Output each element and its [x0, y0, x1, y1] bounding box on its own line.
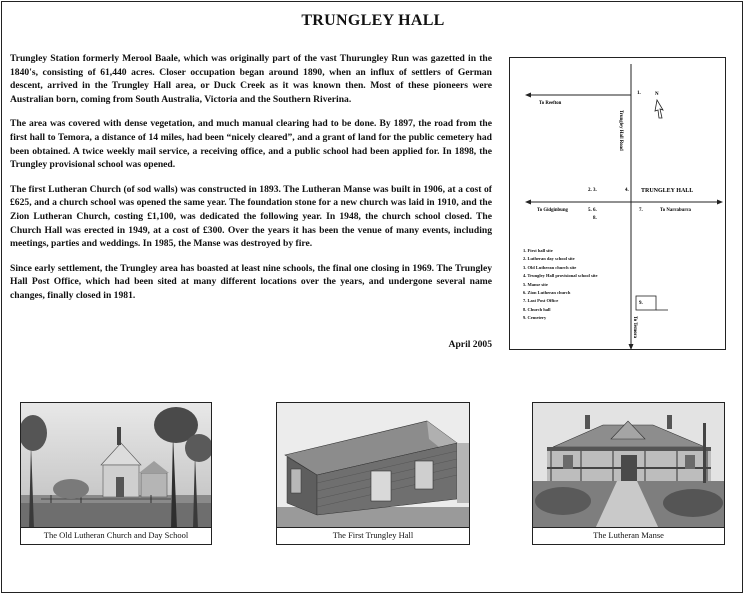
marker-1: 1.	[637, 91, 641, 96]
arrow-down-icon	[629, 344, 634, 350]
history-text	[10, 52, 492, 314]
label-trungley-hall: TRUNGLEY HALL	[641, 188, 694, 194]
marker-8: 8.	[593, 216, 597, 221]
photo-church-school	[20, 402, 212, 545]
first-hall-image	[277, 403, 469, 529]
paragraph: The area was covered with dense vegetation, and much manual clearing had to be done. By 1897, the road from the first hall to Temora, a distance of 14 miles, had been “nicely cleared”, and a grant of land for the public cemetery had been obtained. A twice weekly mail service, a receiving office, and a public school had been applied for. In 1898, the Trungley provisional school was opened.	[10, 118, 492, 171]
label-to-reefton: To Reefton	[539, 101, 562, 106]
legend-item: 5. Manse site	[523, 281, 548, 287]
label-to-temora: To Temora	[632, 316, 637, 339]
photo-manse	[532, 402, 725, 545]
legend-item: 8. Church hall	[523, 306, 551, 312]
label-north: N	[655, 92, 659, 97]
marker-4: 4.	[625, 188, 629, 193]
legend-item: 7. Last Post Office	[523, 298, 559, 304]
paragraph: The first Lutheran Church (of sod walls) was constructed in 1893. The Lutheran Manse was built in 1906, at a cost of £625, and a church school was opened the same year. The foundation stone for a new church was laid in 1910, and the Zion Lutheran Church, costing £1,100, was dedicated the following year. In 1948, the church school closed. The Church Hall was erected in 1949, at a cost of £300. Over the years it has been the venue of many events, including meetings, parties and weddings. In 1985, the Manse was destroyed by fire.	[10, 183, 492, 250]
north-arrow-icon	[655, 100, 663, 118]
arrow-left-icon	[525, 200, 531, 205]
legend-item: 3. Old Lutheran church site	[523, 264, 577, 270]
legend-item: 9. Cemetery	[523, 315, 547, 321]
legend-item: 4. Trungley Hall provisional school site	[523, 273, 598, 279]
legend-item: 6. Zion Lutheran church	[523, 290, 571, 296]
map-legend	[523, 247, 598, 323]
legend-item: 1. First hall site	[523, 248, 553, 253]
manse-image	[533, 403, 724, 529]
date-line: April 2005	[448, 339, 492, 350]
arrow-left-icon	[525, 93, 531, 98]
paragraph: Since early settlement, the Trungley area has boasted at least nine schools, the final one closing in 1969. The Trungley Hall Post Office, which had been sited at many different locations over the years, and undergone several name changes, finally closed in 1981.	[10, 262, 492, 301]
label-to-narraburra: To Narraburra	[660, 208, 691, 213]
label-to-gidginbung: To Gidginbung	[537, 208, 568, 213]
legend-item: 2. Lutheran day school site	[523, 256, 575, 262]
area-map	[509, 57, 726, 350]
marker-9: 9.	[639, 301, 643, 306]
church-school-image	[21, 403, 211, 529]
arrow-right-icon	[717, 200, 723, 205]
marker-7: 7.	[639, 208, 643, 213]
photo-caption: The Old Lutheran Church and Day School	[21, 527, 211, 544]
page-title: TRUNGLEY HALL	[301, 12, 445, 29]
photo-caption: The Lutheran Manse	[533, 527, 724, 544]
paragraph: Trungley Station formerly Merool Baale, which was originally part of the vast Thurungley Run was gazetted in the 1840's, consisting of 61,440 acres. Closer occupation began around 1890, when an influx of settlers of German descent, arrived in the Trungley Hall area, or Duck Creek as it was known then. Most of these pioneers were Australian born, coming from South Australia, Victoria and the Southern Riverina.	[10, 53, 492, 105]
marker-2-3: 2. 3.	[588, 188, 597, 193]
photo-first-hall	[276, 402, 470, 545]
marker-5-6: 5. 6.	[588, 208, 597, 213]
photo-caption: The First Trungley Hall	[277, 527, 469, 544]
label-road-name: Trungley Hall Road	[618, 110, 623, 151]
